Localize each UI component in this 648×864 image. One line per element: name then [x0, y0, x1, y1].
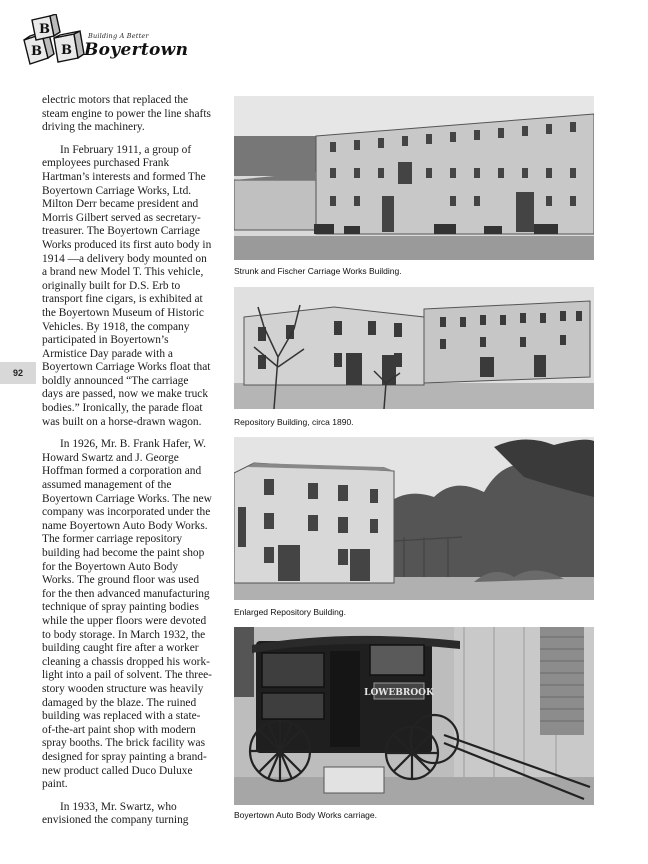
page-number: 92 — [0, 362, 36, 384]
body-paragraph: In February 1911, a group of employees purchased Frank Hartman’s interests and formed The Boyertown Carriage Works, Ltd. Milton Derr became president and Morris Gilbert served as secretary-treasurer. The Boyertown Carriage Works produced its first auto body in 1914 —a delivery body mounted on a brand new Model T. This vehicle, originally built for D.S. Erb to transport fine cigars, is exhibited at the Boyertown Museum of Historic Vehicles. By 1918, the company participated in Boyertown’s Armistice Day parade with a Boyertown Carriage Works float that boldly announced “The carriage days are passed, now we make truck bodies.” Ironically, the parade float was built on a horse-drawn wagon. — [42, 143, 212, 428]
carriage-works-photo — [234, 96, 594, 260]
auto-body-carriage-photo — [234, 627, 594, 805]
photo-caption: Boyertown Auto Body Works carriage. — [234, 810, 377, 820]
logo-block-letter: B — [61, 43, 72, 58]
photo-caption: Enlarged Repository Building. — [234, 607, 346, 617]
enlarged-repository-photo — [234, 437, 594, 600]
carriage-sign-text: LOWEBROOK — [364, 688, 434, 698]
logo-wordmark: Boyertown — [84, 40, 189, 60]
photo-caption: Repository Building, circa 1890. — [234, 417, 354, 427]
logo-tagline: Building A Better — [88, 32, 149, 40]
logo-block-letter: B — [31, 44, 42, 59]
body-text-column — [42, 94, 212, 837]
body-paragraph: In 1933, Mr. Swartz, who envisioned the company turning — [42, 800, 189, 827]
body-paragraph: electric motors that replaced the steam engine to power the line shafts driving the machinery. — [42, 94, 211, 134]
body-paragraph: In 1926, Mr. B. Frank Hafer, W. Howard Swartz and J. George Hoffman formed a corporation and assumed management of the Boyertown Carriage Works. The new company was incorporated under the name Boyertown Auto Body Works. The former carriage repository building had become the paint shop for the Boyertown Auto Body Works. The ground floor was used for the then advanced manufacturing technique of spray painting bodies while the upper floors were devoted to body storage. In March 1932, the building caught fire after a worker cleaning a chassis dropped his work-light into a pail of solvent. The three-story wooden structure was heavily damaged by the blaze. The ruined building was replaced with a state-of-the-art paint shop with modern spray booths. The brick facility was designed for spray painting a brand-new product called Duco Duluxe paint. — [42, 438, 212, 791]
repository-building-photo — [234, 287, 594, 409]
logo-block-letter: B — [39, 22, 50, 37]
photo-caption: Strunk and Fischer Carriage Works Building. — [234, 266, 402, 276]
